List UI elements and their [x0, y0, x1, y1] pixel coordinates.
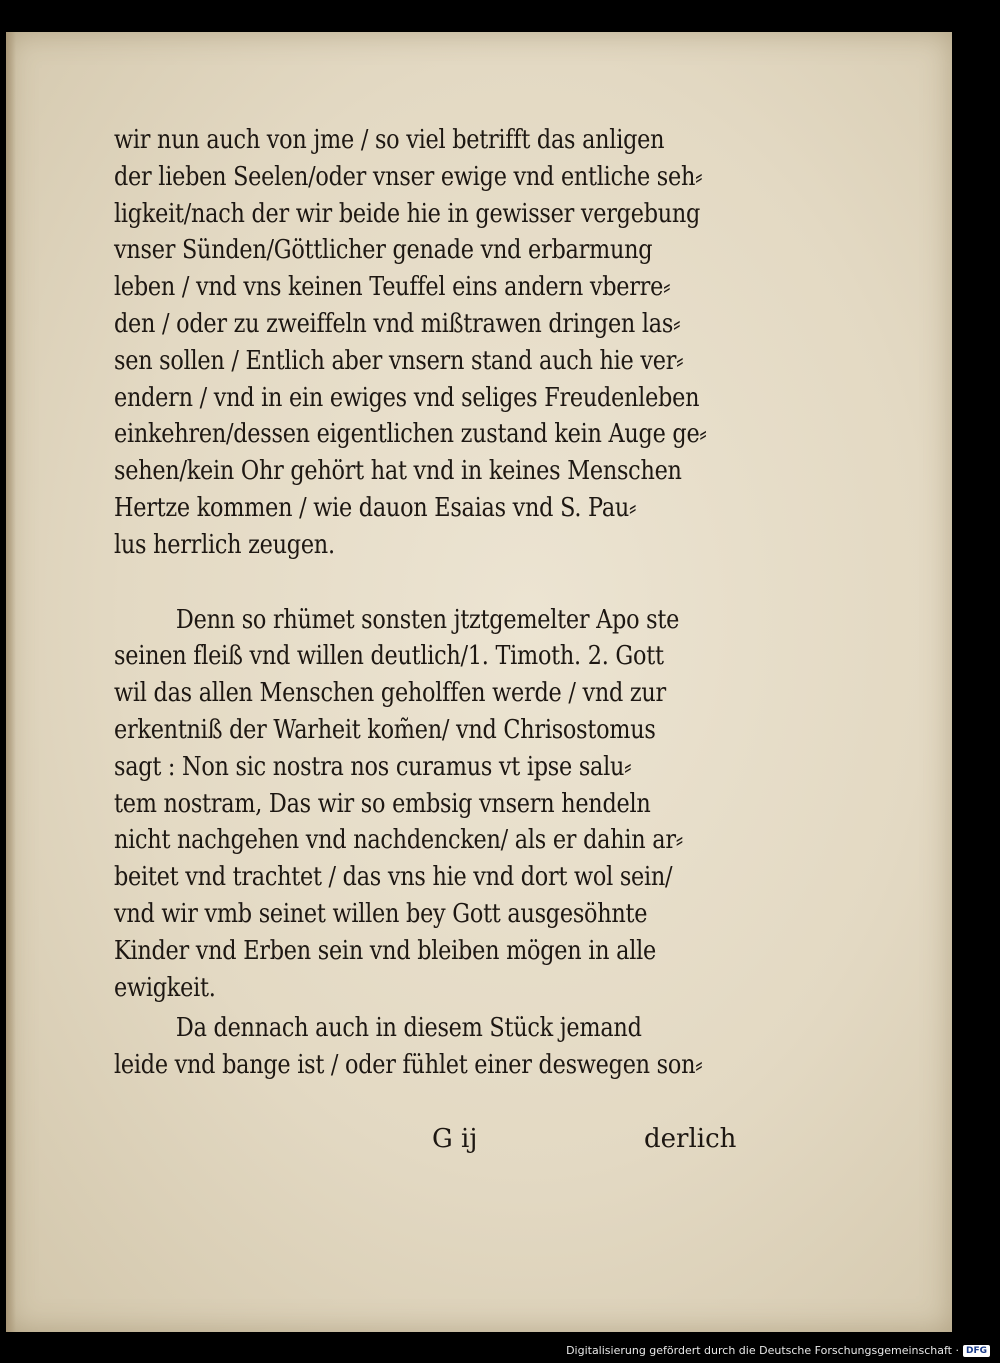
text-line: nicht nachgehen vnd nachdencken/ als er dahin ar⸗ [114, 825, 683, 856]
body-text [114, 122, 707, 1084]
text-line: sen sollen / Entlich aber vnsern stand auch hie ver⸗ [114, 345, 684, 376]
page-footer-row [114, 1124, 838, 1160]
text-line: Hertze kommen / wie dauon Esaias vnd S. Pau⸗ [114, 492, 637, 523]
text-line: endern / vnd in ein ewiges vnd seliges Freudenleben [114, 382, 700, 413]
paragraph-3 [114, 1010, 703, 1084]
text-line: der lieben Seelen/oder vnser ewige vnd entliche seh⸗ [114, 161, 703, 192]
text-line: Denn so rhümet sonsten jtztgemelter Apo ste [175, 604, 680, 635]
digitization-credit [566, 1344, 990, 1357]
text-line: den / oder zu zweiffeln vnd mißtrawen dringen las⸗ [114, 308, 681, 339]
text-line: beitet vnd trachtet / das vns hie vnd dort wol sein/ [114, 862, 673, 893]
dfg-logo-icon: DFG [963, 1345, 990, 1357]
text-line: seinen fleiß vnd willen deutlich/1. Timoth. 2. Gott [114, 641, 664, 672]
text-line: sagt : Non sic nostra nos curamus vt ipse salu⸗ [114, 751, 632, 782]
text-line: lus herrlich zeugen. [114, 529, 335, 560]
credit-text: Digitalisierung gefördert durch die Deutsche Forschungsgemeinschaft · [566, 1344, 959, 1357]
paragraph-2 [114, 602, 683, 1007]
text-line: leben / vnd vns keinen Teuffel eins andern vberre⸗ [114, 272, 671, 303]
text-line: wir nun auch von jme / so viel betrifft das anligen [114, 125, 665, 155]
text-line: ewigkeit. [114, 972, 216, 1003]
text-line: vnser Sünden/Göttlicher genade vnd erbarmung [114, 235, 653, 266]
signature-mark: G ij [432, 1124, 478, 1154]
paragraph-1 [114, 122, 707, 564]
text-line: Kinder vnd Erben sein vnd bleiben mögen in alle [114, 935, 656, 966]
page-binding-shadow [6, 32, 16, 1332]
text-line: einkehren/dessen eigentlichen zustand kein Auge ge⸗ [114, 419, 707, 450]
text-line: ligkeit/nach der wir beide hie in gewisser vergebung [114, 198, 701, 229]
text-line: vnd wir vmb seinet willen bey Gott ausgesöhnte [114, 898, 648, 929]
text-line: wil das allen Menschen geholffen werde / vnd zur [114, 678, 666, 709]
text-line: tem nostram, Das wir so embsig vnsern hendeln [114, 788, 651, 819]
text-line: erkentniß der Warheit kom̃en/ vnd Chrisostomus [114, 714, 656, 745]
text-line: leide vnd bange ist / oder fühlet einer deswegen son⸗ [114, 1050, 703, 1081]
text-line: Da dennach auch in diesem Stück jemand [175, 1013, 642, 1044]
text-line: sehen/kein Ohr gehört hat vnd in keines Menschen [114, 456, 682, 487]
catchword: derlich [644, 1124, 737, 1154]
book-page [6, 32, 952, 1332]
